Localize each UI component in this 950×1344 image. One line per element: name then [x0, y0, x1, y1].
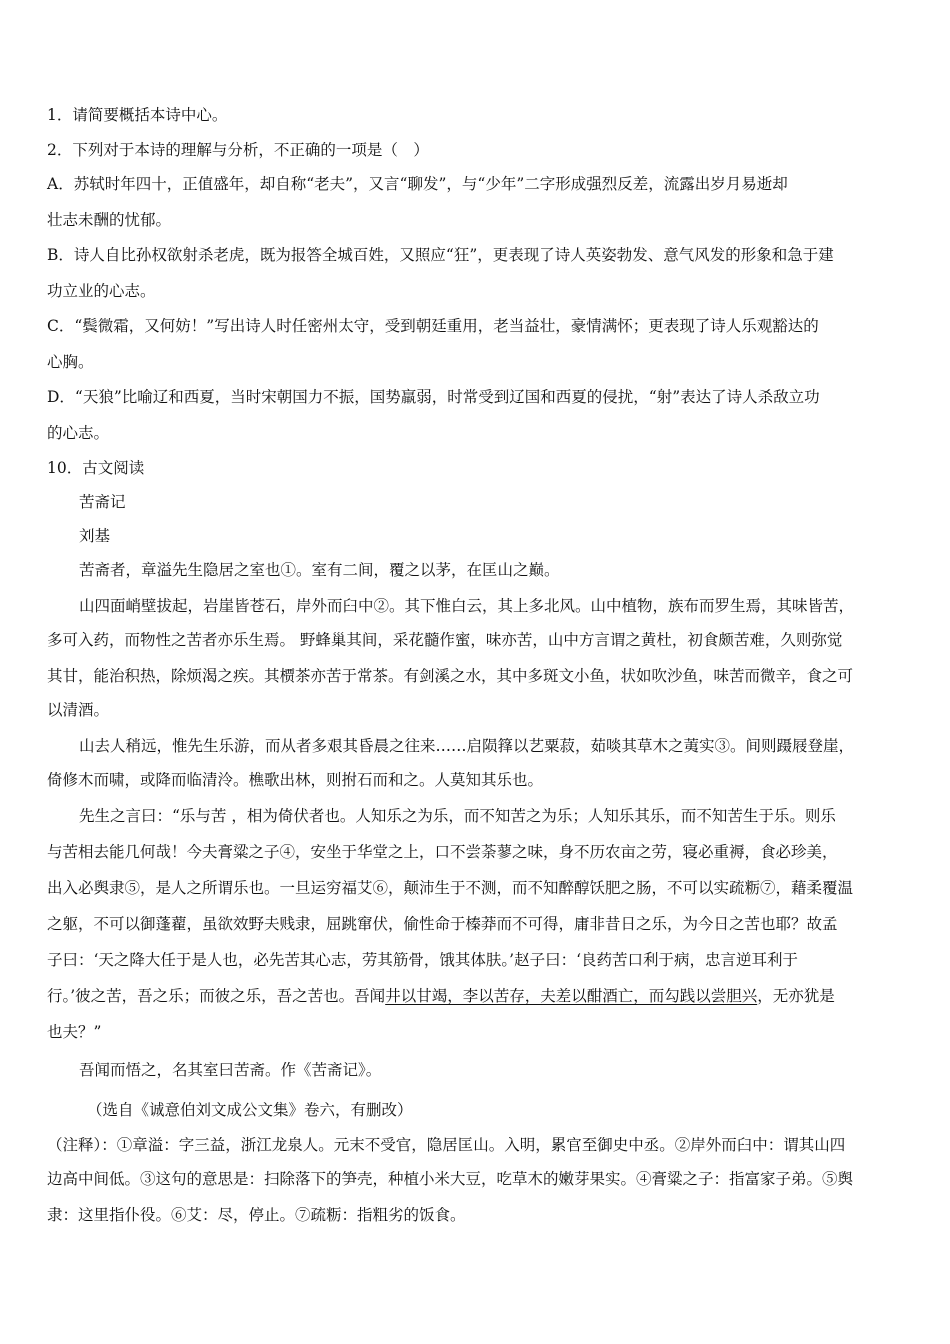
- paragraph-4-line-7: 也夫？”: [47, 1023, 102, 1041]
- paragraph-4-line-6-start: 行。’彼之苦，吾之乐；而彼之乐，吾之苦也。吾闻: [47, 987, 386, 1005]
- source-citation: （选自《诚意伯刘文成公文集》卷六，有删改）: [87, 1101, 413, 1119]
- option-a-line-2: 壮志未酬的忧郁。: [47, 211, 172, 229]
- paragraph-2-line-2: 多可入药，而物性之苦者亦乐生焉。 野蜂巢其间，采花髓作蜜，味亦苦，山中方言谓之黄杜，初食颇苦难，久则弥觉: [47, 631, 843, 649]
- paragraph-4-line-2: 与苦相去能几何哉！今夫膏粱之子④，安坐于华堂之上，口不尝荼蓼之味，身不历农亩之劳，寝必重褥，食必珍美，: [47, 843, 838, 861]
- notes-line-2: 边高中间低。③这句的意思是：扫除落下的笋壳，种植小米大豆，吃草木的嫩芽果实。④膏粱之子：指富家子弟。⑤舆: [47, 1170, 854, 1188]
- paragraph-1: 苦斋者，章溢先生隐居之室也①。室有二间，覆之以茅，在匡山之巅。: [79, 561, 560, 579]
- underlined-sentence: 井以甘竭，李以苦存，夫差以酣酒亡，而勾践以尝胆兴: [385, 987, 758, 1005]
- paragraph-2-line-1: 山四面峭壁拔起，岩崖皆苍石，岸外而臼中②。其下惟白云，其上多北风。山中植物，族布而罗生焉，其味皆苦，: [79, 597, 855, 615]
- option-a-line-1: A．苏轼时年四十，正值盛年，却自称“老夫”，又言“聊发”，与“少年”二字形成强烈反差，流露出岁月易逝却: [47, 175, 788, 193]
- notes-line-3: 隶：这里指仆役。⑥艾：尽，停止。⑦疏粝：指粗劣的饭食。: [47, 1206, 466, 1224]
- paragraph-4-line-3: 出入必舆隶⑤，是人之所谓乐也。一旦运穷福艾⑥，颠沛生于不测，而不知醉醇饫肥之肠，不可以实疏粝⑦，藉柔覆温: [47, 879, 854, 897]
- option-b-line-1: B．诗人自比孙权欲射杀老虎，既为报答全城百姓，又照应“狂”，更表现了诗人英姿勃发、意气风发的形象和急于建: [47, 246, 834, 264]
- option-d-line-2: 的心志。: [47, 424, 110, 442]
- option-c-line-2: 心胸。: [47, 353, 94, 371]
- passage-title: 苦斋记: [79, 493, 126, 511]
- paragraph-5: 吾闻而悟之，名其室曰苦斋。作《苦斋记》。: [79, 1061, 382, 1079]
- option-c-line-1: C．“鬓微霜，又何妨！”写出诗人时任密州太守，受到朝廷重用，老当益壮，豪情满怀；更表现了诗人乐观豁达的: [47, 317, 819, 335]
- paragraph-4-line-5: 子曰：‘天之降大任于是人也，必先苦其心志，劳其筋骨，饿其体肤。’赵子曰：‘良药苦口利于病，忠言逆耳利于: [47, 951, 799, 969]
- question-2: 2．下列对于本诗的理解与分析，不正确的一项是（ ）: [47, 141, 429, 159]
- paragraph-2-line-4: 以清酒。: [47, 701, 110, 719]
- paragraph-3-line-2: 倚修木而啸，或降而临清泠。樵歌出林，则拊石而和之。人莫知其乐也。: [47, 771, 544, 789]
- section-heading: 10．古文阅读: [47, 459, 145, 477]
- notes-line-1: （注释）：①章溢：字三益，浙江龙泉人。元末不受官，隐居匡山。入明，累官至御史中丞。②岸外而臼中：谓其山四: [47, 1136, 846, 1154]
- paragraph-4-line-1: 先生之言曰：“乐与苦 ，相为倚伏者也。人知乐之为乐，而不知苦之为乐；人知乐其乐，而不知苦生于乐。则乐: [79, 807, 836, 825]
- paragraph-4-line-6-end: ，无亦犹是: [757, 987, 835, 1005]
- option-d-line-1: D．“天狼”比喻辽和西夏，当时宋朝国力不振，国势羸弱，时常受到辽国和西夏的侵扰，“射”表达了诗人杀敌立功: [47, 388, 820, 406]
- paragraph-2-line-3: 其甘，能治积热，除烦渴之疾。其槚茶亦苦于常茶。有剑溪之水，其中多斑文小鱼，状如吹沙鱼，味苦而微辛，食之可: [47, 667, 854, 685]
- passage-author: 刘基: [79, 527, 111, 545]
- paragraph-4-line-4: 之躯，不可以御蓬藋，虽欲效野夫贱隶，屈跳窜伏，偷性命于榛莽而不可得，庸非昔日之乐，为今日之苦也耶？故孟: [47, 915, 838, 933]
- paragraph-3-line-1: 山去人稍远，惟先生乐游，而从者多艰其昏晨之往来……启陨箨以艺粟菽，茹啖其草木之荑实③。间则蹑屐登崖，: [79, 737, 855, 755]
- option-b-line-2: 功立业的心志。: [47, 282, 156, 300]
- question-1: 1．请简要概括本诗中心。: [47, 106, 228, 124]
- paragraph-4-line-6: [47, 984, 835, 1006]
